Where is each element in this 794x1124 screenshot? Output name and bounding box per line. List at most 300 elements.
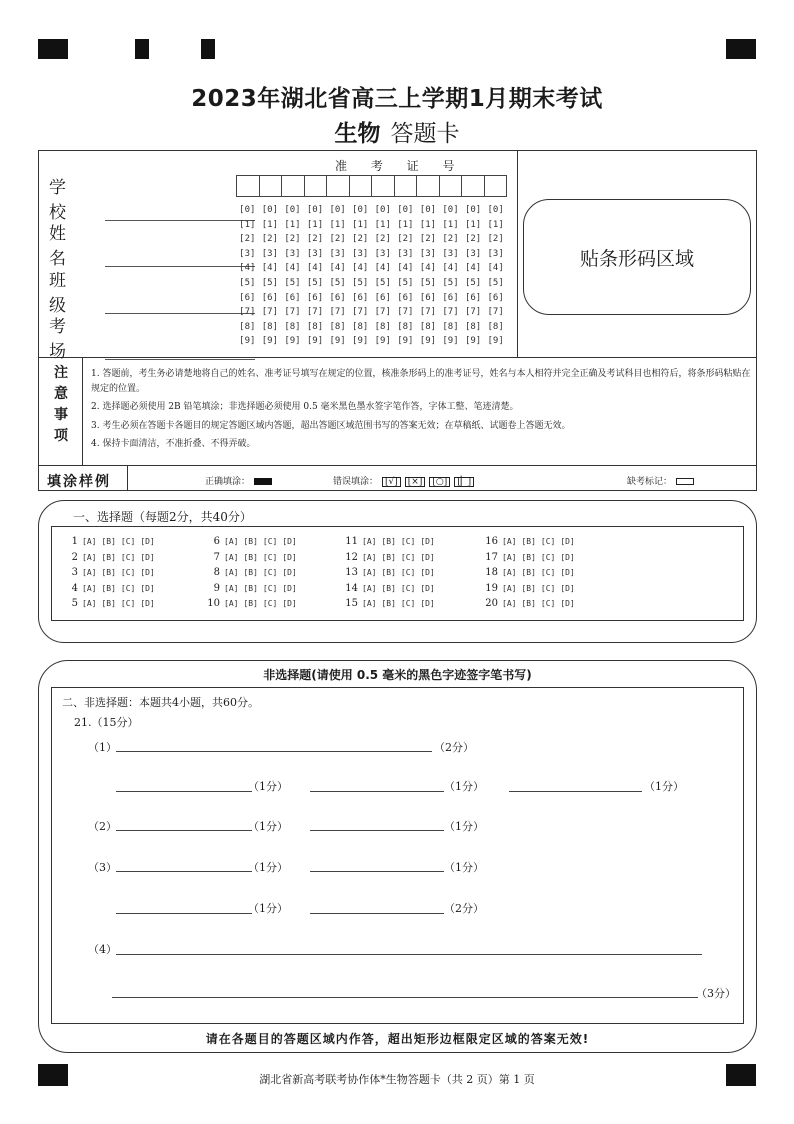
- digit-bubble[interactable]: [3]: [239, 248, 256, 259]
- subject-name: 生物: [334, 121, 381, 147]
- option-bubble[interactable]: [C]: [262, 568, 278, 578]
- digit-bubble[interactable]: [5]: [442, 277, 459, 288]
- digit-bubble[interactable]: [2]: [442, 234, 459, 245]
- digit-bubble[interactable]: [4]: [464, 263, 482, 274]
- digit-bubble[interactable]: [5]: [352, 277, 369, 288]
- option-bubble[interactable]: [D]: [140, 568, 155, 578]
- option-bubble[interactable]: [B]: [243, 599, 258, 609]
- candidate-info-panel: [38, 150, 757, 491]
- digit-bubble[interactable]: [9]: [442, 336, 459, 347]
- digit-bubble[interactable]: [9]: [464, 336, 482, 347]
- option-bubble[interactable]: [A]: [362, 583, 377, 593]
- option-bubble[interactable]: [A]: [362, 568, 377, 578]
- option-bubble[interactable]: [D]: [140, 599, 155, 609]
- option-bubble[interactable]: [A]: [362, 537, 377, 546]
- digit-bubble[interactable]: [0]: [306, 205, 324, 215]
- fill-example-label: 填涂样例: [47, 474, 111, 490]
- digit-row: [236, 220, 507, 235]
- answer-line[interactable]: [112, 997, 698, 998]
- digit-bubble[interactable]: [4]: [442, 263, 459, 274]
- question-number: 2: [71, 551, 78, 563]
- question-row: [480, 552, 580, 568]
- question-column: [340, 536, 440, 614]
- score-label: （1分）: [248, 820, 288, 833]
- digit-bubble[interactable]: [1]: [284, 219, 301, 230]
- option-bubble[interactable]: [C]: [120, 599, 136, 609]
- option-bubble[interactable]: [C]: [540, 568, 556, 578]
- question-number: 13: [345, 567, 358, 579]
- exam-number-input[interactable]: [236, 175, 507, 197]
- score-label: （2分）: [434, 741, 474, 754]
- digit-bubble[interactable]: [0]: [374, 205, 391, 215]
- question-row: [340, 567, 440, 583]
- digit-bubble[interactable]: [0]: [284, 205, 301, 215]
- digit-bubble[interactable]: [8]: [284, 321, 301, 332]
- digit-bubble[interactable]: [6]: [464, 292, 482, 303]
- option-bubble[interactable]: [D]: [140, 583, 155, 593]
- answer-line[interactable]: [509, 791, 642, 792]
- option-bubble[interactable]: [B]: [101, 568, 116, 578]
- digit-bubble[interactable]: [5]: [464, 277, 482, 288]
- question-number: 18: [485, 567, 498, 579]
- option-bubble[interactable]: [C]: [400, 568, 416, 578]
- digit-bubble[interactable]: [8]: [261, 321, 278, 332]
- class-label: 班 级: [49, 271, 76, 316]
- question-number: 19: [485, 582, 498, 594]
- option-bubble[interactable]: [B]: [381, 599, 396, 609]
- digit-bubble[interactable]: [2]: [487, 234, 504, 245]
- digit-bubble[interactable]: [5]: [397, 277, 414, 288]
- question-number: 12: [345, 551, 358, 563]
- digit-bubble[interactable]: [4]: [374, 263, 391, 274]
- question-number: 3: [71, 567, 78, 579]
- score-label: （1分）: [444, 780, 484, 793]
- digit-bubble[interactable]: [8]: [464, 321, 482, 332]
- digit-bubble[interactable]: [5]: [306, 277, 324, 288]
- option-bubble[interactable]: [D]: [282, 599, 297, 609]
- question-row: [60, 536, 160, 552]
- digit-bubble[interactable]: [6]: [419, 292, 437, 303]
- part-2-label: （2）: [88, 820, 117, 833]
- name-field[interactable]: [49, 219, 239, 269]
- digit-bubble[interactable]: [2]: [306, 234, 324, 245]
- digit-bubble[interactable]: [4]: [352, 263, 369, 274]
- answer-line[interactable]: [116, 954, 702, 955]
- option-bubble[interactable]: [D]: [560, 552, 575, 562]
- free-response-section: [38, 660, 757, 1053]
- digit-bubble[interactable]: [0]: [464, 205, 482, 215]
- digit-row: [236, 263, 507, 278]
- option-bubble[interactable]: [A]: [502, 568, 517, 578]
- digit-bubble[interactable]: [4]: [419, 263, 437, 274]
- digit-bubble[interactable]: [0]: [397, 205, 414, 215]
- digit-bubble[interactable]: [3]: [329, 248, 346, 259]
- question-row: [202, 598, 302, 614]
- digit-bubble[interactable]: [7]: [239, 307, 256, 318]
- option-bubble[interactable]: [A]: [224, 537, 239, 546]
- digit-bubble[interactable]: [7]: [284, 307, 301, 318]
- exam-room-label: 考 场: [49, 317, 76, 362]
- digit-bubble[interactable]: [8]: [239, 321, 256, 332]
- question-number: 17: [485, 551, 498, 563]
- option-bubble[interactable]: [A]: [224, 583, 239, 593]
- option-bubble[interactable]: [C]: [400, 537, 416, 546]
- digit-bubble[interactable]: [6]: [442, 292, 459, 303]
- option-bubble[interactable]: [C]: [120, 552, 136, 562]
- name-label: 姓 名: [49, 224, 76, 269]
- digit-bubble[interactable]: [5]: [284, 277, 301, 288]
- option-bubble[interactable]: [B]: [521, 568, 536, 578]
- option-bubble[interactable]: [D]: [420, 568, 435, 578]
- option-bubble[interactable]: [C]: [120, 568, 136, 578]
- option-bubble[interactable]: [B]: [101, 552, 116, 562]
- option-bubble[interactable]: [B]: [521, 583, 536, 593]
- option-bubble[interactable]: [D]: [560, 599, 575, 609]
- digit-bubble[interactable]: [9]: [352, 336, 369, 347]
- digit-bubble[interactable]: [5]: [487, 277, 504, 288]
- digit-bubble[interactable]: [4]: [284, 263, 301, 274]
- option-bubble[interactable]: [C]: [262, 583, 278, 593]
- digit-bubble[interactable]: [6]: [261, 292, 278, 303]
- digit-bubble[interactable]: [1]: [352, 219, 369, 230]
- option-bubble[interactable]: [C]: [540, 537, 556, 546]
- digit-bubble[interactable]: [5]: [239, 277, 256, 288]
- option-bubble[interactable]: [A]: [502, 583, 517, 593]
- digit-bubble[interactable]: [7]: [397, 307, 414, 318]
- option-bubble[interactable]: [D]: [282, 568, 297, 578]
- option-bubble[interactable]: [D]: [282, 552, 297, 562]
- digit-bubble[interactable]: [8]: [442, 321, 459, 332]
- score-label: （1分）: [248, 861, 288, 874]
- notice-label: 注 意 事 项: [54, 365, 68, 444]
- answer-line[interactable]: [116, 871, 252, 872]
- digit-bubble[interactable]: [3]: [352, 248, 369, 259]
- question-row: [480, 598, 580, 614]
- registration-mark: [135, 39, 149, 59]
- digit-bubble[interactable]: [0]: [261, 205, 278, 215]
- digit-bubble[interactable]: [6]: [306, 292, 324, 303]
- answer-line[interactable]: [310, 913, 444, 914]
- option-bubble[interactable]: [A]: [362, 599, 377, 609]
- digit-bubble[interactable]: [2]: [397, 234, 414, 245]
- option-bubble[interactable]: [B]: [243, 568, 258, 578]
- option-bubble[interactable]: [D]: [420, 537, 435, 546]
- page-subtitle: [0, 115, 794, 148]
- digit-bubble[interactable]: [0]: [487, 205, 504, 215]
- digit-row: [236, 249, 507, 264]
- option-bubble[interactable]: [A]: [82, 599, 97, 609]
- digit-row: [236, 278, 507, 293]
- option-bubble[interactable]: [D]: [140, 552, 155, 562]
- digit-bubble[interactable]: [7]: [442, 307, 459, 318]
- class-field[interactable]: [49, 266, 239, 316]
- digit-bubble[interactable]: [9]: [487, 336, 504, 347]
- digit-bubble[interactable]: [8]: [306, 321, 324, 332]
- digit-bubble[interactable]: [6]: [397, 292, 414, 303]
- digit-bubble[interactable]: [2]: [329, 234, 346, 245]
- option-bubble[interactable]: [A]: [224, 599, 239, 609]
- digit-bubble[interactable]: [4]: [306, 263, 324, 274]
- digit-bubble[interactable]: [7]: [352, 307, 369, 318]
- option-bubble[interactable]: [C]: [262, 552, 278, 562]
- question-row: [340, 536, 440, 552]
- digit-bubble[interactable]: [3]: [487, 248, 504, 259]
- option-bubble[interactable]: [A]: [224, 568, 239, 578]
- digit-bubble[interactable]: [9]: [239, 336, 256, 347]
- digit-bubble[interactable]: [3]: [464, 248, 482, 259]
- option-bubble[interactable]: [D]: [420, 552, 435, 562]
- option-bubble[interactable]: [D]: [420, 583, 435, 593]
- option-bubble[interactable]: [B]: [381, 568, 396, 578]
- score-label: （1分）: [444, 861, 484, 874]
- answer-line[interactable]: [310, 791, 444, 792]
- question-column: [202, 536, 302, 614]
- multiple-choice-grid[interactable]: [51, 526, 744, 621]
- score-label: （1分）: [644, 780, 684, 793]
- digit-bubble[interactable]: [1]: [374, 219, 391, 230]
- answer-line[interactable]: [116, 913, 252, 914]
- option-bubble[interactable]: [C]: [120, 583, 136, 593]
- digit-bubble[interactable]: [2]: [464, 234, 482, 245]
- question-number: 9: [213, 582, 220, 594]
- option-bubble[interactable]: [B]: [521, 552, 536, 562]
- digit-bubble[interactable]: [5]: [419, 277, 437, 288]
- option-bubble[interactable]: [B]: [381, 583, 396, 593]
- question-row: [340, 598, 440, 614]
- digit-bubble[interactable]: [1]: [306, 219, 324, 230]
- exam-room-field[interactable]: [49, 312, 239, 362]
- digit-bubble[interactable]: [9]: [261, 336, 278, 347]
- digit-bubble[interactable]: [2]: [284, 234, 301, 245]
- digit-bubble[interactable]: [1]: [261, 219, 278, 230]
- digit-bubble[interactable]: [9]: [329, 336, 346, 347]
- question-row: [480, 583, 580, 599]
- digit-bubble[interactable]: [3]: [374, 248, 391, 259]
- digit-bubble[interactable]: [3]: [284, 248, 301, 259]
- question-number: 11: [345, 536, 358, 547]
- option-bubble[interactable]: [C]: [540, 599, 556, 609]
- digit-bubble[interactable]: [9]: [306, 336, 324, 347]
- digit-bubble[interactable]: [8]: [397, 321, 414, 332]
- digit-bubble[interactable]: [2]: [261, 234, 278, 245]
- digit-bubble[interactable]: [1]: [329, 219, 346, 230]
- option-bubble[interactable]: [B]: [101, 599, 116, 609]
- page-title: 2023年湖北省高三上学期1月期末考试: [191, 86, 603, 112]
- registration-mark: [201, 39, 215, 59]
- digit-bubble[interactable]: [4]: [239, 263, 256, 274]
- option-bubble[interactable]: [A]: [502, 552, 517, 562]
- option-bubble[interactable]: [D]: [560, 537, 575, 546]
- digit-bubble[interactable]: [6]: [487, 292, 504, 303]
- multiple-choice-section: [38, 500, 757, 643]
- digit-bubble[interactable]: [6]: [374, 292, 391, 303]
- registration-mark: [726, 39, 756, 59]
- digit-bubble[interactable]: [1]: [442, 219, 459, 230]
- digit-bubble[interactable]: [8]: [374, 321, 391, 332]
- option-bubble[interactable]: [A]: [502, 537, 517, 546]
- score-label: （2分）: [444, 902, 484, 915]
- option-bubble[interactable]: [A]: [82, 568, 97, 578]
- option-bubble[interactable]: [B]: [243, 552, 258, 562]
- answer-area[interactable]: [51, 687, 744, 1024]
- answer-line[interactable]: [310, 871, 444, 872]
- digit-bubble[interactable]: [2]: [239, 234, 256, 245]
- question-column: [480, 536, 580, 614]
- digit-bubble[interactable]: [7]: [487, 307, 504, 318]
- option-bubble[interactable]: [D]: [140, 537, 155, 546]
- digit-bubble[interactable]: [0]: [239, 205, 256, 215]
- question-row: [60, 583, 160, 599]
- school-field[interactable]: [49, 173, 239, 223]
- digit-bubble[interactable]: [9]: [284, 336, 301, 347]
- option-bubble[interactable]: [C]: [540, 552, 556, 562]
- question-number: 16: [485, 536, 498, 547]
- question-row: [60, 552, 160, 568]
- digit-row: [236, 336, 507, 351]
- digit-bubble[interactable]: [9]: [374, 336, 391, 347]
- option-bubble[interactable]: [B]: [101, 537, 116, 546]
- option-bubble[interactable]: [C]: [400, 552, 416, 562]
- digit-bubble[interactable]: [7]: [329, 307, 346, 318]
- option-bubble[interactable]: [C]: [120, 537, 136, 546]
- section2-header: 非选择题(请使用 0.5 毫米的黑色字迹签字笔书写): [263, 668, 532, 682]
- digit-bubble[interactable]: [1]: [397, 219, 414, 230]
- option-bubble[interactable]: [B]: [521, 537, 536, 546]
- digit-bubble[interactable]: [5]: [329, 277, 346, 288]
- digit-bubble[interactable]: [7]: [464, 307, 482, 318]
- digit-bubble[interactable]: [3]: [306, 248, 324, 259]
- question-number: 7: [213, 551, 220, 563]
- digit-bubble[interactable]: [9]: [419, 336, 437, 347]
- digit-bubble[interactable]: [5]: [261, 277, 278, 288]
- option-bubble[interactable]: [B]: [243, 583, 258, 593]
- score-label: （3分）: [696, 987, 736, 1000]
- wrong-fill-example: 错误填涂： [√] [×] [○] [▏]: [333, 474, 474, 487]
- digit-bubble[interactable]: [7]: [419, 307, 437, 318]
- question-number: 5: [71, 598, 78, 610]
- section2-intro: 二、非选择题：本题共4小题，共60分。: [62, 696, 259, 709]
- score-label: （1分）: [444, 820, 484, 833]
- digit-bubble[interactable]: [2]: [352, 234, 369, 245]
- digit-bubble[interactable]: [0]: [352, 205, 369, 215]
- digit-row: [236, 322, 507, 337]
- digit-bubble[interactable]: [3]: [442, 248, 459, 259]
- option-bubble[interactable]: [B]: [521, 599, 536, 609]
- digit-bubble[interactable]: [8]: [329, 321, 346, 332]
- registration-mark: [38, 39, 68, 59]
- option-bubble[interactable]: [C]: [400, 583, 416, 593]
- question-row: [202, 536, 302, 552]
- option-bubble[interactable]: [D]: [282, 537, 297, 546]
- digit-bubble[interactable]: [7]: [306, 307, 324, 318]
- exam-number-bubbles[interactable]: [236, 205, 507, 351]
- question-number: 10: [207, 598, 220, 610]
- option-bubble[interactable]: [A]: [224, 552, 239, 562]
- digit-bubble[interactable]: [1]: [487, 219, 504, 230]
- answer-line[interactable]: [116, 751, 432, 752]
- option-bubble[interactable]: [C]: [262, 537, 278, 546]
- digit-bubble[interactable]: [3]: [397, 248, 414, 259]
- digit-bubble[interactable]: [2]: [419, 234, 437, 245]
- option-bubble[interactable]: [D]: [560, 583, 575, 593]
- answer-line[interactable]: [310, 830, 444, 831]
- digit-bubble[interactable]: [1]: [464, 219, 482, 230]
- digit-bubble[interactable]: [5]: [374, 277, 391, 288]
- question-number: 14: [345, 582, 358, 594]
- option-bubble[interactable]: [B]: [381, 552, 396, 562]
- digit-row: [236, 234, 507, 249]
- digit-bubble[interactable]: [1]: [239, 219, 256, 230]
- digit-bubble[interactable]: [6]: [284, 292, 301, 303]
- question-row: [202, 552, 302, 568]
- notice-text: 1. 答题前，考生务必请楚地将自己的姓名、准考证号填写在规定的位置，核准条形码上的准考证号，姓名与本人相符并完全正确及考试科目也相符后，将条形码粘贴在规定的位置。 2. 选择题必须使用 2B 铅笔填涂；非选择题必须使用 0.5 毫米黑色墨水签字笔作答，字体工整、笔迹清楚。 3. 考生必须在答题卡各题目的规定答题区域内答题，超出答题区域范围书写的答案无效；在草稿纸、试题卷上答题无效。 4. 保持卡面清洁，不准折叠、不得弄破。: [91, 369, 751, 449]
- question-column: [60, 536, 160, 614]
- option-bubble[interactable]: [A]: [362, 552, 377, 562]
- digit-bubble[interactable]: [8]: [352, 321, 369, 332]
- digit-bubble[interactable]: [6]: [329, 292, 346, 303]
- digit-bubble[interactable]: [3]: [419, 248, 437, 259]
- answer-line[interactable]: [116, 791, 252, 792]
- option-bubble[interactable]: [A]: [82, 552, 97, 562]
- digit-row: [236, 293, 507, 308]
- digit-bubble[interactable]: [8]: [487, 321, 504, 332]
- question-row: [60, 567, 160, 583]
- digit-bubble[interactable]: [4]: [329, 263, 346, 274]
- digit-bubble[interactable]: [7]: [374, 307, 391, 318]
- score-label: （1分）: [248, 780, 288, 793]
- option-bubble[interactable]: [D]: [560, 568, 575, 578]
- question-row: [480, 536, 580, 552]
- question-row: [202, 583, 302, 599]
- option-bubble[interactable]: [B]: [381, 537, 396, 546]
- digit-bubble[interactable]: [4]: [397, 263, 414, 274]
- question-number: 20: [485, 598, 498, 610]
- option-bubble[interactable]: [A]: [82, 583, 97, 593]
- answer-line[interactable]: [116, 830, 252, 831]
- option-bubble[interactable]: [B]: [101, 583, 116, 593]
- option-bubble[interactable]: [C]: [540, 583, 556, 593]
- option-bubble[interactable]: [C]: [400, 599, 416, 609]
- option-bubble[interactable]: [B]: [243, 537, 258, 546]
- digit-bubble[interactable]: [3]: [261, 248, 278, 259]
- digit-row: [236, 205, 507, 220]
- digit-bubble[interactable]: [9]: [397, 336, 414, 347]
- option-bubble[interactable]: [D]: [420, 599, 435, 609]
- digit-row: [236, 307, 507, 322]
- digit-bubble[interactable]: [8]: [419, 321, 437, 332]
- option-bubble[interactable]: [A]: [502, 599, 517, 609]
- digit-bubble[interactable]: [2]: [374, 234, 391, 245]
- digit-bubble[interactable]: [6]: [239, 292, 256, 303]
- absent-mark[interactable]: 缺考标记：: [627, 474, 694, 487]
- option-bubble[interactable]: [C]: [262, 599, 278, 609]
- barcode-area: 贴条形码区域: [523, 199, 751, 315]
- digit-bubble[interactable]: [0]: [419, 205, 437, 215]
- question-row: [340, 583, 440, 599]
- digit-bubble[interactable]: [4]: [487, 263, 504, 274]
- school-label: 学 校: [49, 178, 76, 223]
- digit-bubble[interactable]: [6]: [352, 292, 369, 303]
- digit-bubble[interactable]: [0]: [442, 205, 459, 215]
- option-bubble[interactable]: [A]: [82, 537, 97, 546]
- digit-bubble[interactable]: [7]: [261, 307, 278, 318]
- part-4-label: （4）: [88, 943, 117, 956]
- digit-bubble[interactable]: [4]: [261, 263, 278, 274]
- score-label: （1分）: [248, 902, 288, 915]
- digit-bubble[interactable]: [1]: [419, 219, 437, 230]
- digit-bubble[interactable]: [0]: [329, 205, 346, 215]
- option-bubble[interactable]: [D]: [282, 583, 297, 593]
